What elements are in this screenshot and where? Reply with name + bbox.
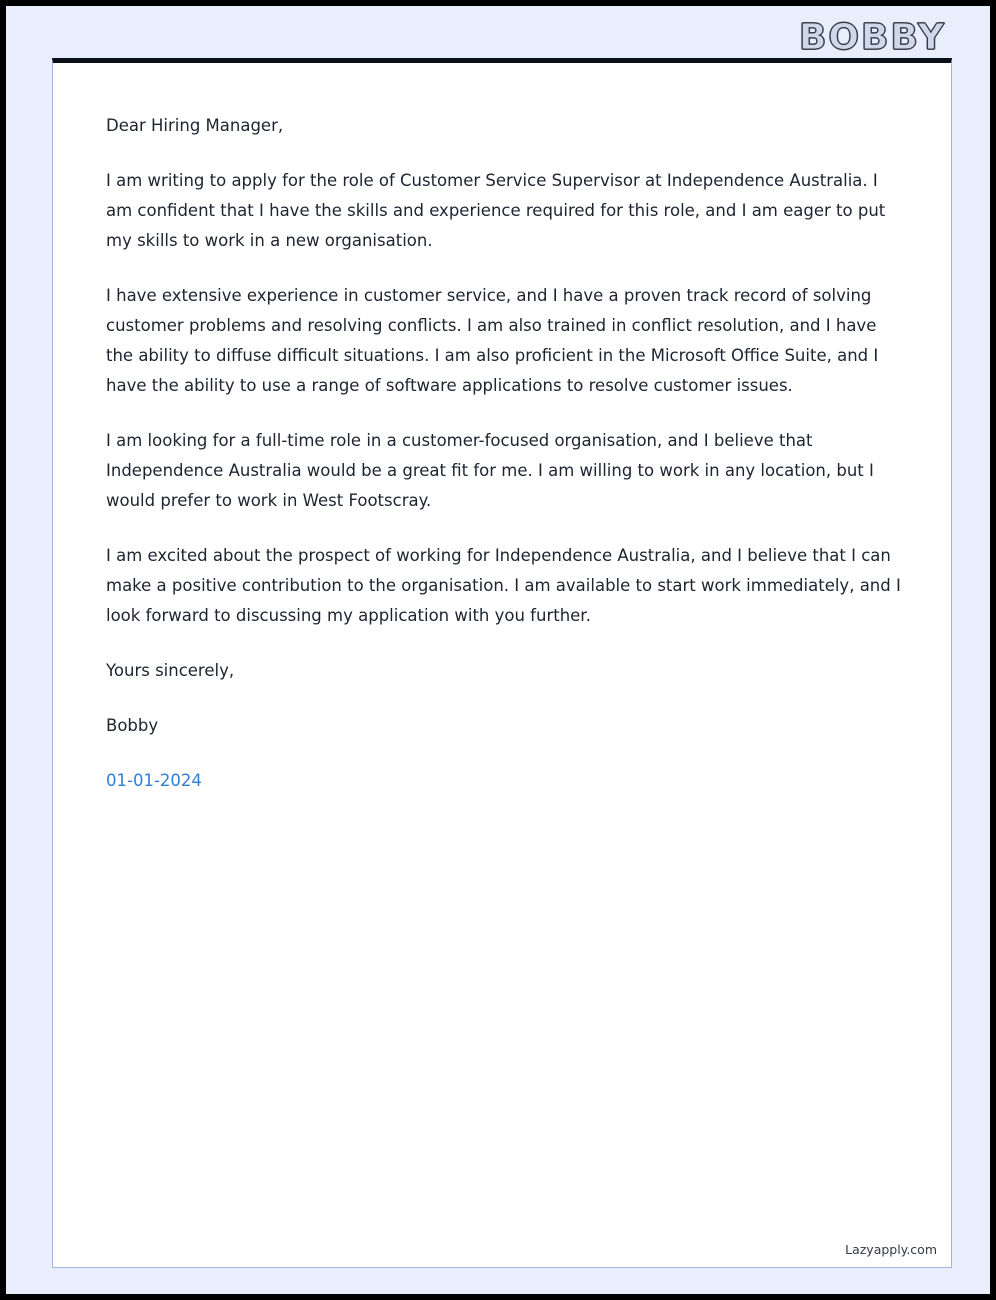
letter-sheet: [52, 58, 952, 1268]
letter-closing: Yours sincerely,: [106, 661, 235, 680]
letter-signature-name: Bobby: [106, 716, 159, 735]
letter-paragraph: I am writing to apply for the role of Customer Service Supervisor at Independence Australia. I am confident that I have the skills and experience required for this role, and I am eager to put my skills to work in a new organisation.: [106, 171, 886, 250]
letter-paragraph: I am looking for a full-time role in a customer-focused organisation, and I believe that Independence Australia would be a great fit for me. I am willing to work in any location, but I would prefer to work in West Footscray.: [106, 431, 874, 510]
letter-salutation: Dear Hiring Manager,: [106, 116, 284, 135]
letter-paragraph: I am excited about the prospect of working for Independence Australia, and I believe that I can make a positive contribution to the organisation. I am available to start work immediately, and I look forward to discussing my application with you further.: [106, 546, 901, 625]
letter-date: 01-01-2024: [106, 771, 202, 790]
cover-letter-body: [106, 111, 901, 821]
page-title: BOBBY: [798, 17, 946, 58]
letter-paragraph: I have extensive experience in customer service, and I have a proven track record of solving customer problems and resolving conflicts. I am also trained in conflict resolution, and I have the ability to diffuse difficult situations. I am also proficient in the Microsoft Office Suite, and I have the ability to use a range of software applications to resolve customer issues.: [106, 286, 879, 395]
footer-credit: Lazyapply.com: [845, 1242, 937, 1257]
